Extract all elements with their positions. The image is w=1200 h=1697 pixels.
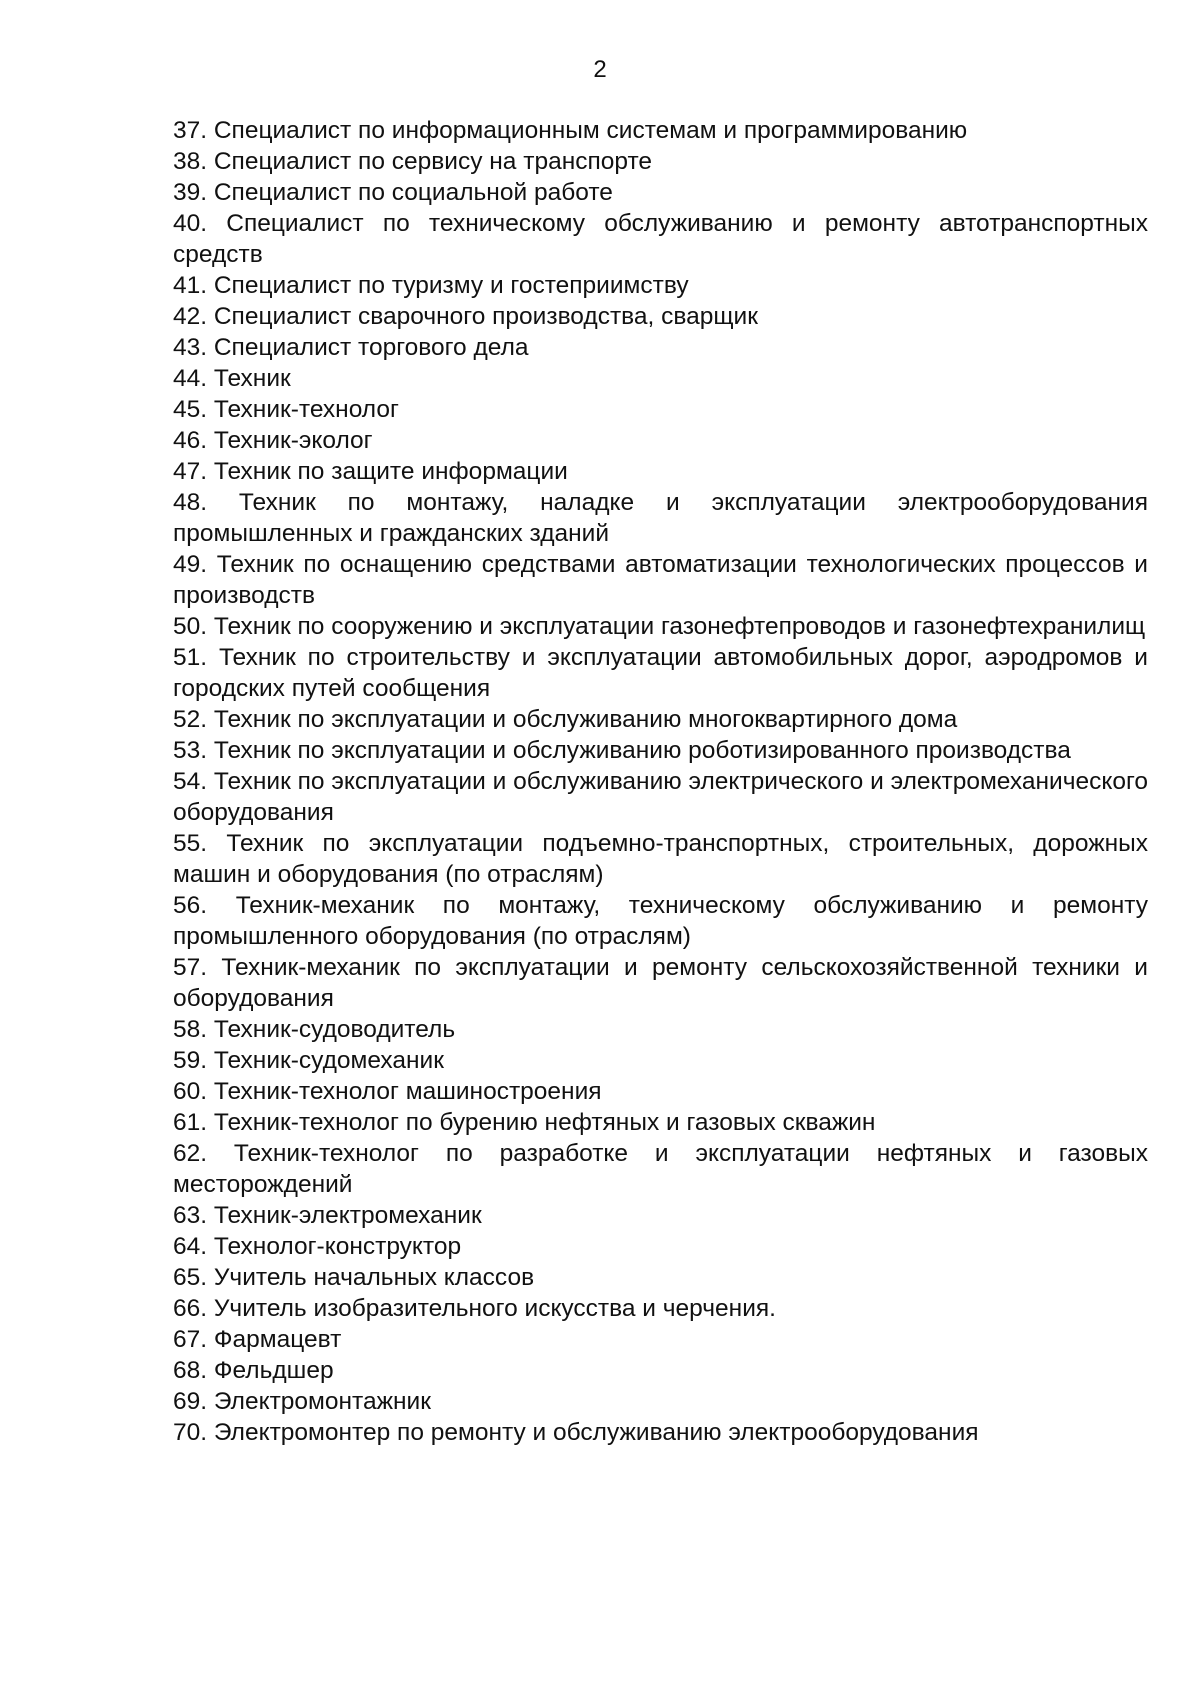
list-item: 38. Специалист по сервису на транспорте xyxy=(173,148,653,175)
list-item: 70. Электромонтер по ремонту и обслуживанию электрооборудования xyxy=(173,1419,979,1446)
list-item: 58. Техник-судоводитель xyxy=(173,1016,456,1043)
list-item: 44. Техник xyxy=(173,365,291,392)
list-item: 67. Фармацевт xyxy=(173,1326,342,1353)
page-number: 2 xyxy=(593,56,607,83)
list-item: 59. Техник-судомеханик xyxy=(173,1047,444,1074)
list-item: 64. Технолог-конструктор xyxy=(173,1233,462,1260)
list-item: 60. Техник-технолог машиностроения xyxy=(173,1078,602,1105)
specialty-list xyxy=(173,115,1148,1448)
list-item: 50. Техник по сооружению и эксплуатации газонефтепроводов и газонефтехранилищ xyxy=(173,613,1146,640)
list-item: 51. Техник по строительству и эксплуатации автомобильных дорог, аэродромов и городских путей сообщения xyxy=(173,644,1148,702)
list-item: 45. Техник-технолог xyxy=(173,396,399,423)
list-item: 68. Фельдшер xyxy=(173,1357,334,1384)
list-item: 55. Техник по эксплуатации подъемно-транспортных, строительных, дорожных машин и оборудования (по отраслям) xyxy=(173,830,1148,888)
list-item: 48. Техник по монтажу, наладке и эксплуатации электрооборудования промышленных и гражданских зданий xyxy=(173,489,1148,547)
list-item: 57. Техник-механик по эксплуатации и ремонту сельскохозяйственной техники и оборудования xyxy=(173,954,1148,1012)
list-item: 42. Специалист сварочного производства, сварщик xyxy=(173,303,758,330)
list-item: 54. Техник по эксплуатации и обслуживанию электрического и электромеханического оборудования xyxy=(173,768,1148,826)
list-item: 46. Техник-эколог xyxy=(173,427,373,454)
list-item: 56. Техник-механик по монтажу, техническому обслуживанию и ремонту промышленного оборудования (по отраслям) xyxy=(173,892,1148,950)
list-item: 52. Техник по эксплуатации и обслуживанию многоквартирного дома xyxy=(173,706,958,733)
list-item: 41. Специалист по туризму и гостеприимству xyxy=(173,272,689,299)
list-item: 69. Электромонтажник xyxy=(173,1388,431,1415)
list-item: 43. Специалист торгового дела xyxy=(173,334,529,361)
list-item: 49. Техник по оснащению средствами автоматизации технологических процессов и производств xyxy=(173,551,1148,609)
list-item: 62. Техник-технолог по разработке и эксплуатации нефтяных и газовых месторождений xyxy=(173,1140,1148,1198)
list-item: 65. Учитель начальных классов xyxy=(173,1264,535,1291)
list-item: 61. Техник-технолог по бурению нефтяных и газовых скважин xyxy=(173,1109,876,1136)
list-item: 53. Техник по эксплуатации и обслуживанию роботизированного производства xyxy=(173,737,1071,764)
list-item: 37. Специалист по информационным системам и программированию xyxy=(173,117,968,144)
list-item: 39. Специалист по социальной работе xyxy=(173,179,613,206)
list-item: 66. Учитель изобразительного искусства и черчения. xyxy=(173,1295,776,1322)
list-item: 40. Специалист по техническому обслуживанию и ремонту автотранспортных средств xyxy=(173,210,1148,268)
list-item: 47. Техник по защите информации xyxy=(173,458,568,485)
list-item: 63. Техник-электромеханик xyxy=(173,1202,482,1229)
